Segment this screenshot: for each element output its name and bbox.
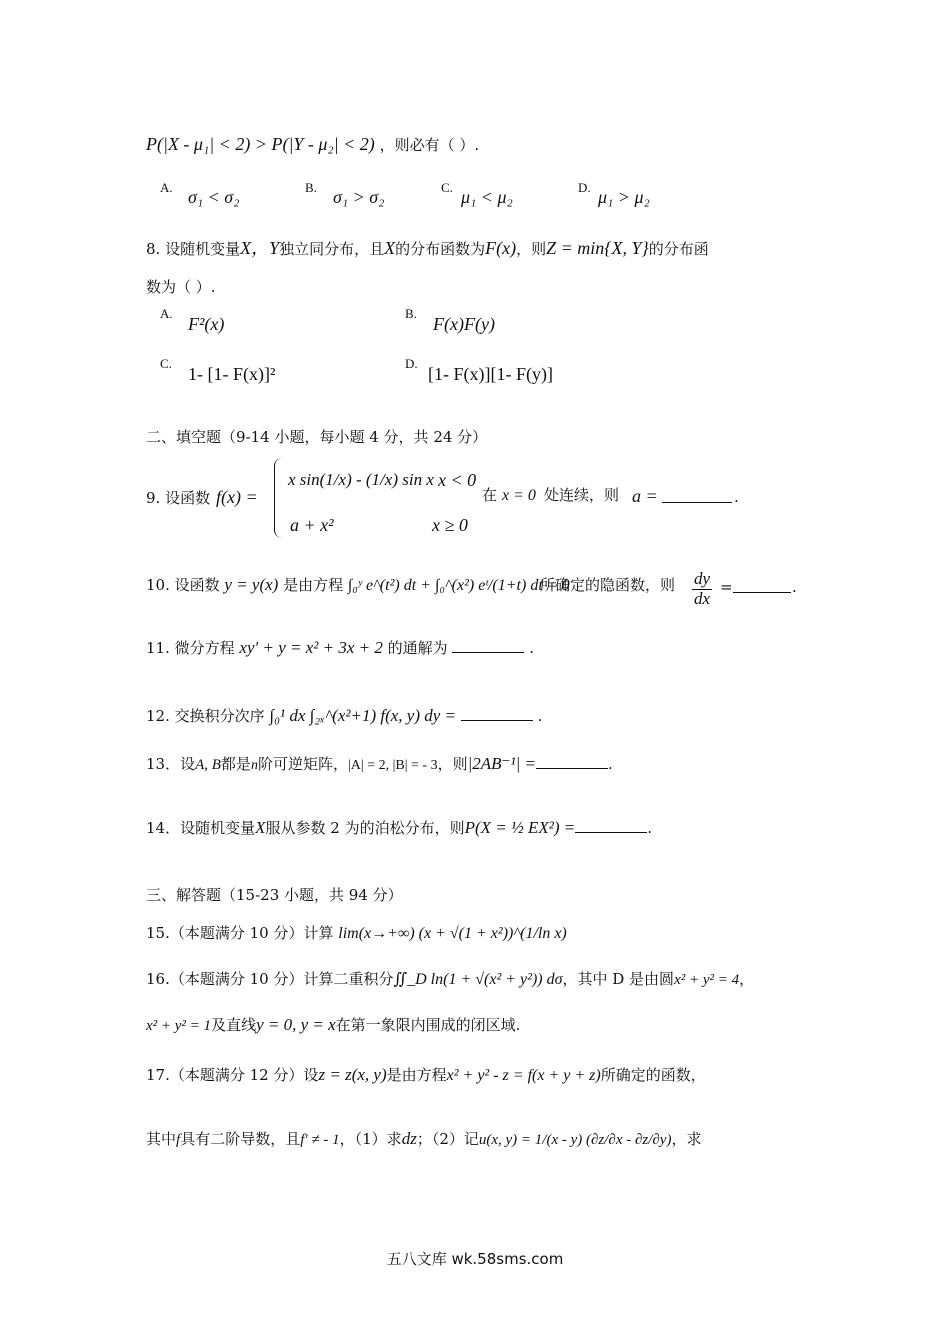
q17-suffix: 所确定的函数， [600,1066,706,1084]
q13-mid1: 都是 [220,755,251,773]
q9-target: a = [632,486,658,506]
q16-suffix: 在第一象限内围成的闭区域. [335,1016,521,1034]
q7-stem [146,134,810,155]
q17-line1 [146,1064,810,1085]
q8-option-b-label: B. [405,306,417,321]
q8-text3: 的分布函数为 [395,240,486,258]
q7-stem-math: P(|X - μ₁| < 2) > P(|Y - μ₂| < 2) [146,134,375,154]
q7-option-c-math: μ₁ < μ₂ [461,187,513,207]
q17-l2-prefix: 其中 [146,1130,177,1148]
q17-f: f [176,1132,181,1148]
q14-prefix: 14．设随机变量 [146,819,256,837]
q10-target-den: dx [694,588,711,608]
q14-x: X [255,818,266,837]
q17-dz: dz [401,1129,417,1148]
q10-func: y = y(x) [224,575,279,594]
q11-prefix: 11. 微分方程 [146,639,235,657]
q8-math1: X，Y [240,238,280,258]
q12-line [146,704,810,726]
q8-stem-line2: 数为（ ）. [146,278,216,296]
q13-prefix: 13．设 [146,755,196,773]
q12-end: . [537,707,543,725]
q15-expr: lim(x→+∞) (x + √(1 + x²))^(1/ln x) [338,925,567,942]
q14-end: . [647,819,653,837]
q8-math3: F(x) [485,238,517,258]
q11-answer-blank[interactable] [452,636,524,653]
q9-case1-cond: x < 0 [438,470,477,490]
q9-answer-blank[interactable] [662,486,732,503]
section-3-title: 三、解答题（15-23 小题，共 94 分） [146,886,403,904]
q8-option-b-math: F(x)F(y) [433,314,495,334]
q11-end: . [529,639,534,657]
q17-mid: 是由方程 [386,1066,447,1084]
q13-mid3: ，则 [437,755,468,773]
q12-eq: ∫₀¹ dx ∫₂ₓ^(x²+1) f(x, y) dy = [269,706,457,725]
q13-line [146,752,810,774]
q13-dets: |A| = 2, |B| = - 3 [347,758,438,773]
q11-line [146,636,810,658]
q8-option-c-math: 1- [1- F(x)]² [188,364,276,384]
q8-option-d-label: D. [405,356,418,371]
q16-lines: y = 0, y = x [256,1015,336,1034]
q16-comma: ， [739,970,755,988]
q16-mid: ，其中 D 是由圆 [562,970,675,988]
q13-answer-blank[interactable] [536,752,608,769]
q16-line2 [146,1014,810,1035]
q14-answer-blank[interactable] [575,816,647,833]
q17-prefix: 17.（本题满分 12 分）设 [146,1066,319,1084]
q15-prefix: 15.（本题满分 10 分）计算 [146,924,334,942]
q9-fx: f(x) = [216,487,258,507]
q7-option-a-label: A. [160,180,173,195]
q8-text5: 的分布函 [648,240,709,258]
q8-text1: 8. 设随机变量 [146,240,241,258]
q12-answer-blank[interactable] [461,704,533,721]
q10-target [692,570,712,608]
q13-n: n [250,758,258,773]
q17-l2-p1: ，（1）求 [339,1130,402,1148]
q9-mid: 在 [482,486,498,504]
q16-line1 [146,968,810,989]
q17-l2-mid: 具有二阶导数，且 [180,1130,301,1148]
q7-option-d-label: D. [578,180,591,195]
section-2-title: 二、填空题（9-14 小题，每小题 4 分，共 24 分） [146,428,488,446]
q9-case1: x sin(1/x) - (1/x) sin x [288,470,434,489]
q15-line [146,922,810,943]
q10-mid: 是由方程 [283,576,344,594]
q8-math2: X [384,238,396,258]
q9-end: . [734,488,739,506]
q9-case2-cond: x ≥ 0 [432,515,468,535]
q8-stem-line1 [146,234,810,260]
q9-suffix: 处连续，则 [544,486,620,504]
q8-math4: Z = min{X, Y} [546,238,649,258]
q17-z: z = z(x, y) [318,1065,387,1084]
q10-suffix: 所确定的隐函数，则 [540,576,676,594]
q10-prefix: 10. 设函数 [146,576,220,594]
q10-target-num: dy [694,569,711,588]
q10-end: . [792,578,797,596]
q14-target: P(X = ½ EX²) = [464,818,576,837]
q14-line [146,816,810,838]
q10-answer-blank[interactable] [733,576,791,593]
q8-text4: ，则 [516,240,547,258]
q17-line2 [146,1128,810,1149]
q9-case2: a + x² [290,515,334,535]
q8-option-d-math: [1- F(x)][1- F(y)] [428,364,553,384]
q7-option-b-label: B. [305,180,317,195]
q17-cond: f′ ≠ - 1 [300,1132,340,1148]
q13-end: . [608,755,613,773]
q9-point: x = 0 [502,487,536,504]
exam-page: P(|X - μ₁| < 2) > P(|Y - μ₂| < 2) ，则必有（ ）. A. σ₁ < σ₂ B. σ₁ > σ₂ C. μ₁ < μ₂ D. μ₁ > μ₂ 8. 设随机变量X，Y独立同分布，且X的分布函数为F(x)，则Z = min{X, Y}的分布函 数为（ ）. A. F²(x) B. F(x)F(y) C. 1- [1- F(x)]² D. [1- F(x)][1- F(y)] 二、填空题（9-14 小题，每小题 4 分，共 24 分） 9. 设函数 f(x) = x sin(1/x) - (1/x) sin x x < 0 a + x² x ≥ 0 在 x = 0 处连续，则 a = . 10. 设函数 y = y(x) 是由方程 ∫₀ʸ e^(t²) dt + ∫₀^(x²) eᵗ/(1+t) dt = 0 所确定的隐函数，则 $\frac{dy}{dx}$ = . 11. 微分方程 xy′ + y = x² + 3x + 2 的通解为 . 12. 交换积分次序 ∫₀¹ dx ∫₂ₓ^(x²+1) f(x, y) dy = . 13．设A, B都是n阶可逆矩阵，|A| = 2, |B| = - 3，则|2AB⁻¹| = . 14．设随机变量X服从参数 2 为的泊松分布，则P(X = ½ EX²) = . 三、解答题（15-23 小题，共 94 分） 15.（本题满分 10 分）计算 lim(x→+∞) (x + √(1 + x²))^(1/ln x) 16.（本题满分 10 分）计算二重积分∬_D ln(1 + √(x² + y²)) dσ，其中 D 是由圆x² + y² = 4， x² + y² = 1及直线y = 0, y = x在第一象限内围成的闭区域. 17.（本题满分 12 分）设z = z(x, y)是由方程x² + y² - z = f(x + y + z)所确定的函数， 其中f具有二阶导数，且f′ ≠ - 1，（1）求dz；（2）记u(x, y) = 1/(x - y) (∂z/∂x - ∂z/∂y)，求 五八文库 wk.58sms.com [0,0,950,1344]
q7-option-c-label: C. [441,180,453,195]
q17-eq: x² + y² - z = f(x + y + z) [446,1067,601,1084]
q17-l2-end: ，求 [671,1130,702,1148]
q16-prefix: 16.（本题满分 10 分）计算二重积分 [146,970,394,988]
q17-u: u(x, y) = 1/(x - y) (∂z/∂x - ∂z/∂y) [478,1132,672,1148]
q16-expr: ∬_D ln(1 + √(x² + y²)) dσ [393,971,563,988]
q16-circle2: x² + y² = 1 [146,1018,212,1034]
q8-option-c-label: C. [160,356,172,371]
q13-ab: A, B [195,757,221,773]
q9-prefix: 9. 设函数 [146,489,211,507]
q7-option-b-math: σ₁ > σ₂ [333,187,385,207]
q8-option-a-label: A. [160,306,173,321]
q16-and: 及直线 [211,1016,257,1034]
q13-mid2: 阶可逆矩阵， [257,755,348,773]
q12-prefix: 12. 交换积分次序 [146,707,265,725]
q7-stem-text: ，则必有（ ）. [379,136,480,154]
footer-watermark: 五八文库 wk.58sms.com [386,1250,564,1268]
q7-option-a-math: σ₁ < σ₂ [188,187,240,207]
q10-eq: ∫₀ʸ e^(t²) dt + ∫₀^(x²) eᵗ/(1+t) dt = 0 [347,577,570,594]
q9-brace [274,458,285,538]
q14-mid: 服从参数 2 为的泊松分布，则 [265,819,465,837]
q8-text2: 独立同分布，且 [279,240,385,258]
q16-circle1: x² + y² = 4 [674,972,740,988]
q8-option-a-math: F²(x) [188,314,225,334]
q11-suffix: 的通解为 [387,639,448,657]
q11-eq: xy′ + y = x² + 3x + 2 [239,638,383,657]
q17-l2-p2: ；（2）记 [416,1130,479,1148]
q7-option-d-math: μ₁ > μ₂ [598,187,650,207]
q13-target: |2AB⁻¹| = [467,754,537,773]
